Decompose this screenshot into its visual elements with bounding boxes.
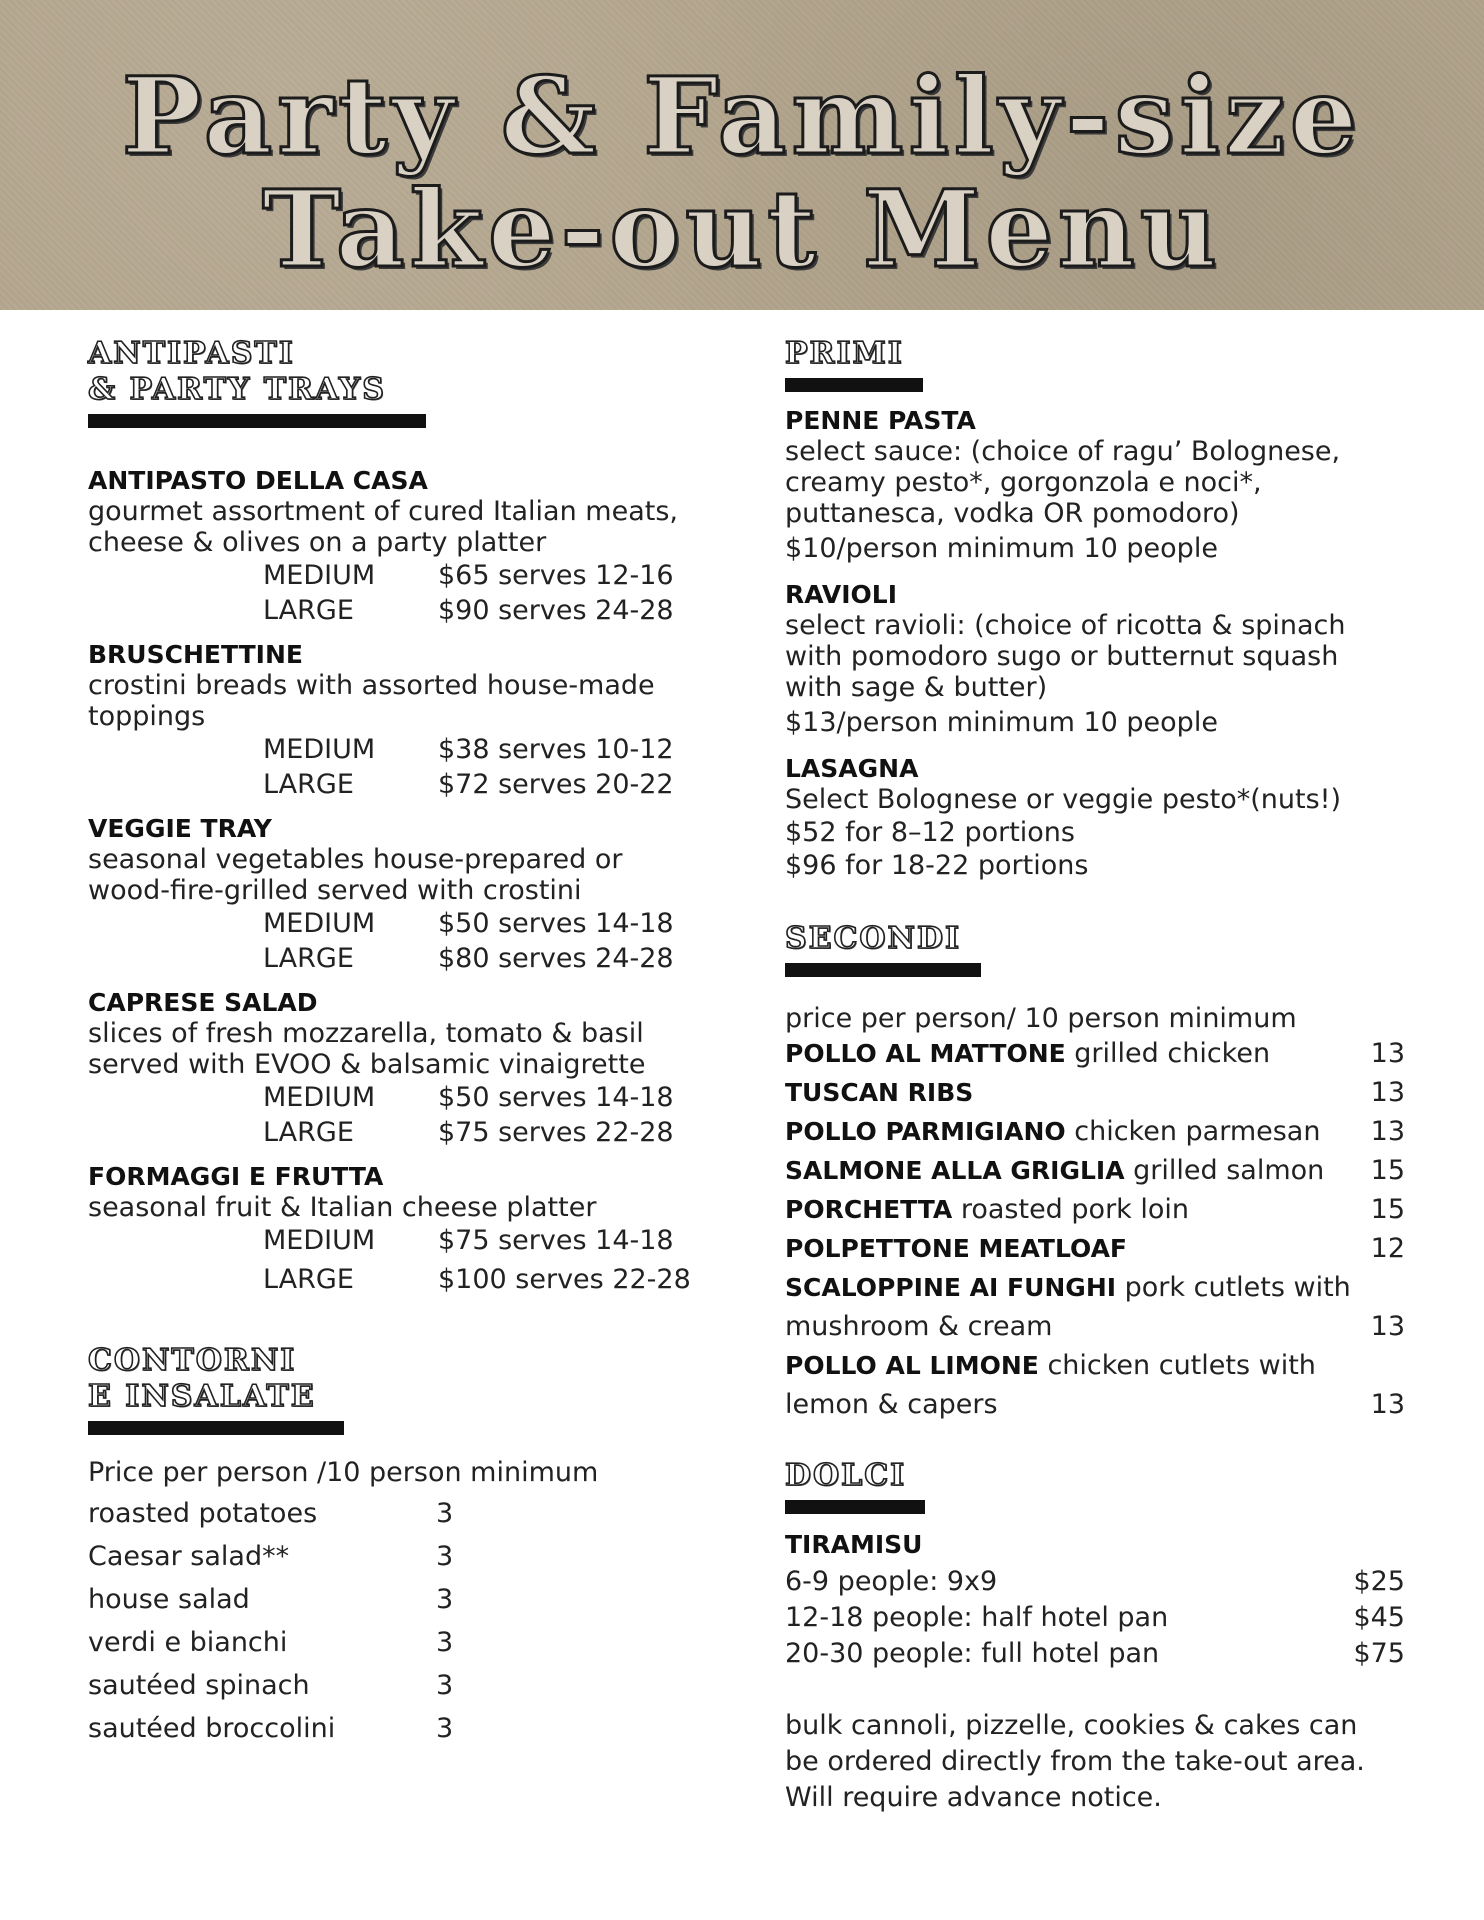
section-title-dolci: DOLCI	[785, 1458, 907, 1493]
item-name: CAPRESE SALAD	[88, 988, 318, 1017]
menu-item	[88, 988, 728, 1150]
size-row: LARGE $90 serves 24-28	[263, 595, 674, 626]
section-divider	[785, 963, 981, 977]
list-item: POLLO PARMIGIANO chicken parmesan 13	[785, 1116, 1405, 1147]
section-title-secondi: SECONDI	[785, 921, 962, 956]
size-row: MEDIUM $75 serves 14-18	[263, 1225, 674, 1256]
section-divider	[88, 1421, 344, 1435]
item-name: FORMAGGI E FRUTTA	[88, 1162, 384, 1191]
menu-item: LASAGNA Select Bolognese or veggie pesto*(nuts!) $52 for 8–12 portions $96 for 18-22 portions	[785, 754, 1405, 881]
list-item: sautéed broccolini 3	[88, 1713, 454, 1744]
header-banner	[0, 0, 1484, 310]
item-description: cheese & olives on a party platter	[88, 527, 547, 558]
list-item: Caesar salad** 3	[88, 1541, 454, 1572]
menu-item	[88, 466, 728, 628]
list-item: verdi e bianchi 3	[88, 1627, 454, 1658]
contorni-section	[88, 1343, 728, 1750]
item-name: TIRAMISU	[785, 1530, 923, 1559]
size-row: LARGE $72 serves 20-22	[263, 769, 674, 800]
item-description: seasonal vegetables house-prepared or	[88, 844, 623, 875]
list-item: sautéed spinach 3	[88, 1670, 454, 1701]
dolci-note: bulk cannoli, pizzelle, cookies & cakes can be ordered directly from the take-out area. Will require advance notice.	[785, 1710, 1365, 1813]
list-item: SCALOPPINE AI FUNGHI pork cutlets with mushroom & cream 13	[785, 1272, 1405, 1342]
menu-item	[88, 814, 728, 976]
secondi-note: price per person/ 10 person minimum	[785, 1003, 1297, 1034]
size-row: MEDIUM $50 serves 14-18	[263, 1082, 674, 1113]
item-name: RAVIOLI	[785, 580, 898, 609]
size-row: MEDIUM $38 serves 10-12	[263, 734, 674, 765]
list-item: TUSCAN RIBS 13	[785, 1077, 1405, 1108]
menu-item: RAVIOLI select ravioli: (choice of ricotta & spinach with pomodoro sugo or butternut squash with sage & butter) $13/person minimum 10 people	[785, 580, 1405, 738]
list-item: POLPETTONE MEATLOAF 12	[785, 1233, 1405, 1264]
list-item: SALMONE ALLA GRIGLIA grilled salmon 15	[785, 1155, 1405, 1186]
section-divider	[785, 378, 923, 392]
section-divider	[88, 414, 426, 428]
list-item: 20-30 people: full hotel pan $75	[785, 1638, 1405, 1669]
item-name: VEGGIE TRAY	[88, 814, 272, 843]
section-title-contorni: CONTORNI E INSALATE	[88, 1343, 316, 1414]
item-description: slices of fresh mozzarella, tomato & basil	[88, 1018, 644, 1049]
list-item: roasted potatoes 3	[88, 1498, 454, 1529]
banner-title-line-2: Take-out Menu	[262, 166, 1222, 291]
size-row: LARGE $80 serves 24-28	[263, 943, 674, 974]
item-description: wood-fire-grilled served with crostini	[88, 875, 582, 906]
item-description: seasonal fruit & Italian cheese platter	[88, 1192, 597, 1223]
list-item: POLLO AL MATTONE grilled chicken 13	[785, 1038, 1405, 1069]
list-item: PORCHETTA roasted pork loin 15	[785, 1194, 1405, 1225]
right-column	[785, 336, 1405, 1816]
item-name: ANTIPASTO DELLA CASA	[88, 466, 428, 495]
list-item: 6-9 people: 9x9 $25	[785, 1566, 1405, 1597]
size-row: LARGE $100 serves 22-28	[263, 1264, 691, 1295]
menu-item: PENNE PASTA select sauce: (choice of ragu’ Bolognese, creamy pesto*, gorgonzola e noci*, puttanesca, vodka OR pomodoro) $10/person minimum 10 people	[785, 406, 1405, 564]
dolci-sizes	[785, 1564, 1405, 1672]
section-divider	[785, 1500, 925, 1514]
item-description: crostini breads with assorted house-made	[88, 670, 655, 701]
secondi-section	[785, 921, 1405, 1424]
size-row: MEDIUM $50 serves 14-18	[263, 908, 674, 939]
list-item: POLLO AL LIMONE chicken cutlets with lemon & capers 13	[785, 1350, 1405, 1420]
item-description: served with EVOO & balsamic vinaigrette	[88, 1049, 646, 1080]
item-name: LASAGNA	[785, 754, 919, 783]
menu-item	[88, 1162, 728, 1297]
item-name: BRUSCHETTINE	[88, 640, 303, 669]
section-title-primi: PRIMI	[785, 336, 904, 371]
contorni-note: Price per person /10 person minimum	[88, 1457, 599, 1488]
size-row: MEDIUM $65 serves 12-16	[263, 560, 674, 591]
contorni-list	[88, 1492, 728, 1750]
list-item: 12-18 people: half hotel pan $45	[785, 1602, 1405, 1633]
size-row: LARGE $75 serves 22-28	[263, 1117, 674, 1148]
item-description: gourmet assortment of cured Italian meats,	[88, 496, 678, 527]
primi-section	[785, 336, 1405, 881]
antipasti-section	[88, 336, 728, 1297]
dolci-section	[785, 1458, 1405, 1816]
item-name: PENNE PASTA	[785, 406, 976, 435]
banner-title-line-1: Party & Family-size	[121, 53, 1363, 178]
menu-item	[88, 640, 728, 802]
item-description: toppings	[88, 701, 206, 732]
section-title-antipasti: ANTIPASTI & PARTY TRAYS	[88, 336, 386, 407]
list-item: house salad 3	[88, 1584, 454, 1615]
left-column	[88, 336, 728, 1750]
